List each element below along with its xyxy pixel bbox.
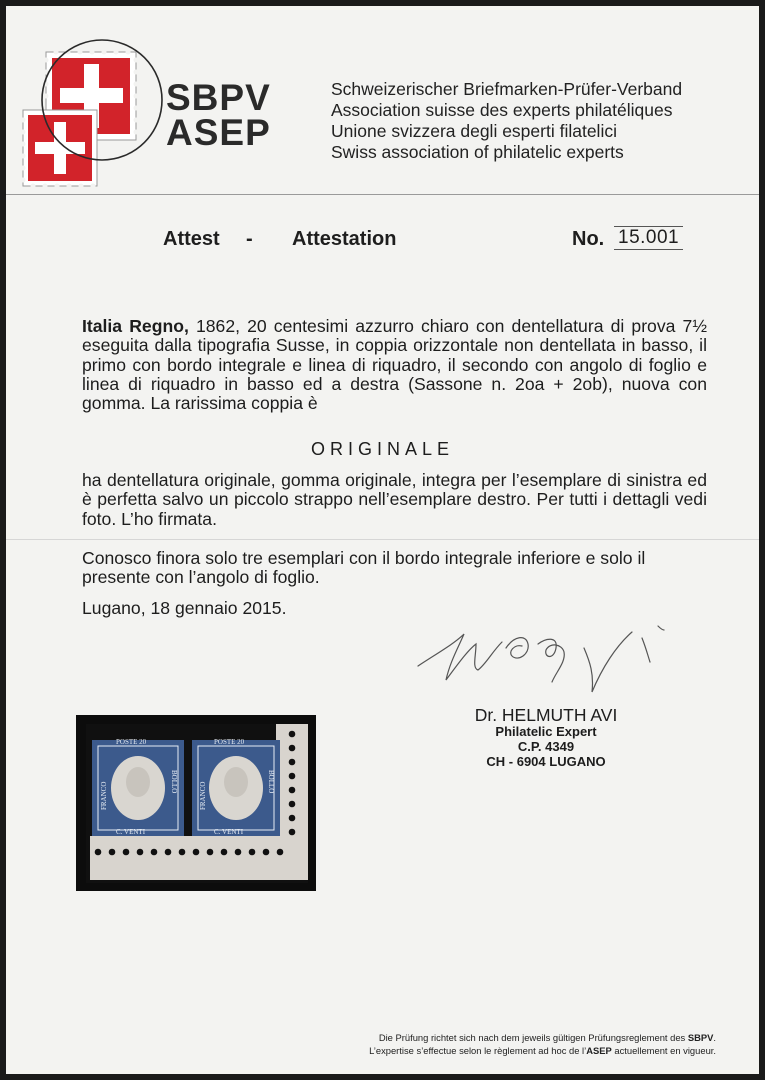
certificate-number: 15.001: [614, 226, 683, 250]
description-text: 1862, 20 centesimi azzurro chiaro con dentellatura di prova 7½ eseguita dalla tipografia Susse, in coppia orizzontale non dentellata in basso, il primo con bordo integrale e linea di riquadro, il secondo con angolo di foglio e linea di riquadro in basso ed a destra (Sassone n. 2oa + 2ob), nuova con gomma. La rarissima coppia è: [82, 316, 707, 414]
left-stamp-side-left: FRANCO: [100, 781, 108, 810]
fold-line: [6, 539, 759, 540]
footer-de-end: .: [713, 1032, 716, 1043]
expert-name: Dr. HELMUTH AVI: [474, 705, 618, 725]
handwritten-signature: [406, 604, 686, 714]
footer-line-de: [316, 1031, 716, 1044]
certificate-footer: [316, 1031, 716, 1057]
footer-fr-text: L’expertise s’effectue selon le règlement ad hoc de l’: [369, 1045, 587, 1056]
expert-role: Philatelic Expert: [495, 724, 597, 739]
footer-fr-end: actuellement en vigueur.: [611, 1045, 716, 1056]
certificate-sheet: [6, 6, 759, 1074]
association-name-en: Swiss association of philatelic experts: [331, 142, 624, 162]
certificate-header: [6, 6, 759, 196]
stamp-pair-photo: [76, 715, 316, 891]
brand-acronyms: [166, 77, 271, 154]
certificate-title-row: [6, 228, 759, 258]
right-stamp-bottom-label: C. VENTI: [214, 828, 244, 836]
verdict-originale: ORIGINALE: [310, 439, 455, 459]
brand-asep: ASEP: [166, 112, 271, 154]
footer-de-bold: SBPV: [687, 1032, 714, 1043]
association-names: [331, 79, 682, 163]
footer-de-text: Die Prüfung richtet sich nach dem jeweils gültigen Prüfungsreglement des: [378, 1032, 688, 1043]
footer-line-fr: [316, 1044, 716, 1057]
association-name-it: Unione svizzera degli esperti filatelici: [331, 121, 617, 141]
title-attestation: Attestation: [292, 228, 397, 250]
title-attest: Attest: [163, 228, 220, 250]
rarity-paragraph: Conosco finora solo tre esemplari con il bordo integrale inferiore e solo il presente con l’angolo di foglio.: [82, 548, 646, 588]
sbpv-stamp-logo: [16, 32, 166, 192]
left-stamp-top-label: POSTE 20: [116, 738, 147, 746]
expert-postbox: C.P. 4349: [517, 739, 575, 754]
place-date: Lugano, 18 gennaio 2015.: [82, 598, 287, 618]
left-stamp-side-right: BOLLO: [170, 770, 178, 794]
footer-fr-bold: ASEP: [586, 1045, 612, 1056]
association-name-fr: Association suisse des experts philatéliques: [331, 100, 673, 120]
left-stamp-bottom-label: C. VENTI: [116, 828, 146, 836]
certificate-number-label: No.: [572, 228, 605, 250]
right-stamp-side-left: FRANCO: [199, 781, 207, 810]
expert-address: CH - 6904 LUGANO: [486, 754, 606, 769]
right-stamp-side-right: BOLLO: [267, 770, 275, 794]
right-stamp-top-label: POSTE 20: [214, 738, 245, 746]
country-bold: Italia Regno,: [82, 316, 189, 336]
association-name-de: Schweizerischer Briefmarken-Prüfer-Verband: [331, 79, 683, 99]
header-divider: [6, 194, 759, 195]
condition-paragraph: ha dentellatura originale, gomma originale, integra per l’esemplare di sinistra ed è perfetta salvo un piccolo strappo nell’esemplare destro. Per tutti i dettagli vedi foto. L’ho firmata.: [82, 470, 707, 529]
brand-sbpv: SBPV: [166, 77, 271, 118]
stamp-pair-image: [86, 724, 308, 883]
description-paragraph: [82, 317, 707, 413]
title-dash: -: [246, 228, 253, 250]
